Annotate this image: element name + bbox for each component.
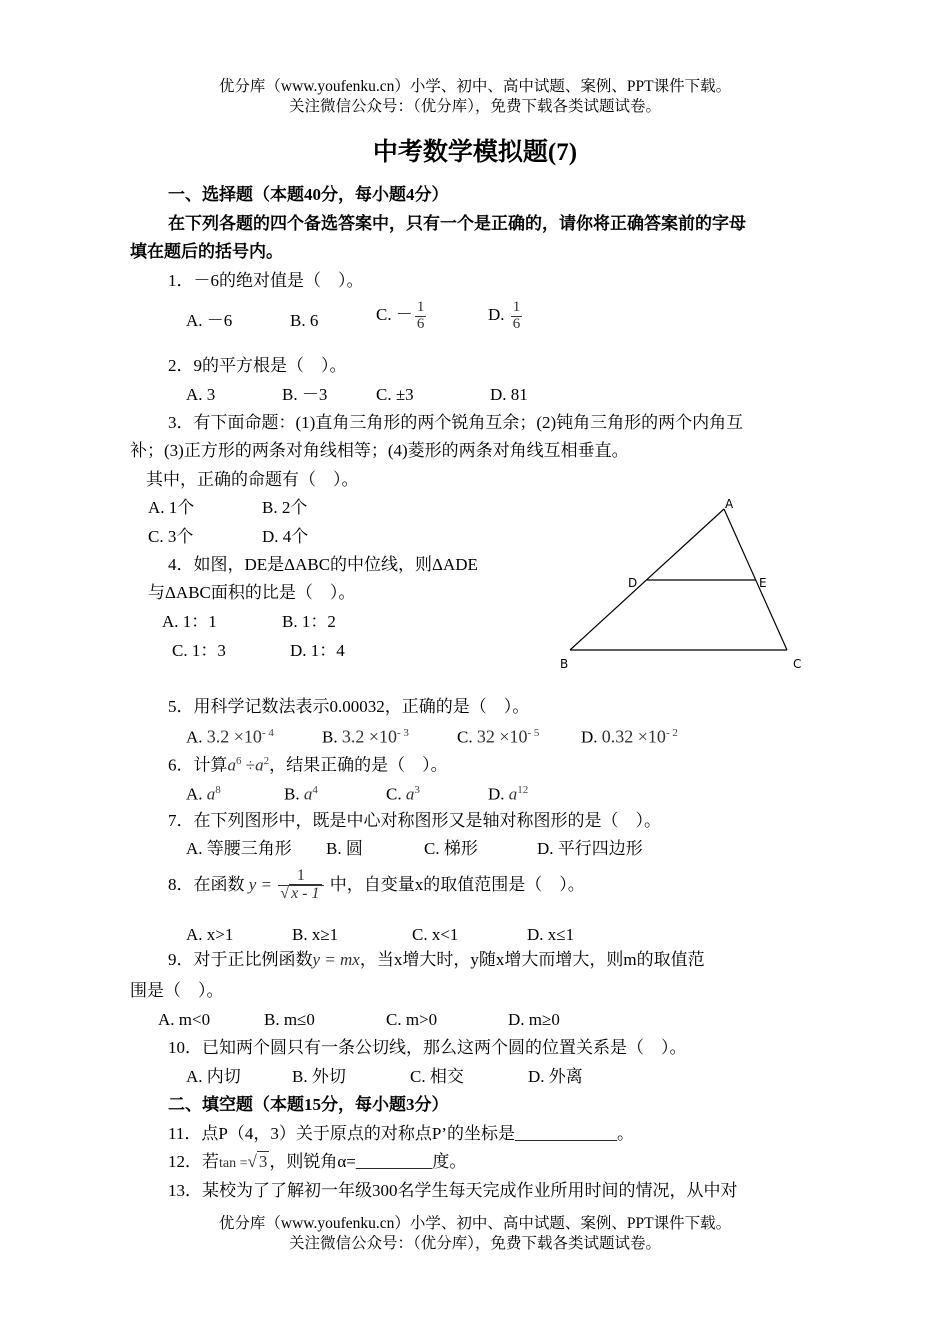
q9-line-2: 围是（ ）。	[130, 981, 224, 1000]
q6-c-label: C.	[386, 784, 402, 804]
header-line-1: 优分库（www.youfenku.cn）小学、初中、高中试题、案例、PPT课件下载。	[218, 78, 732, 95]
instruction-line-1: 在下列各题的四个备选答案中，只有一个是正确的，请你将正确答案前的字母	[168, 214, 746, 233]
q9-line-1-pre: 9．对于正比例函数	[168, 950, 313, 969]
q13-line-1: 13．某校为了了解初一年级300名学生每天完成作业所用时间的情况，从中对	[168, 1181, 738, 1200]
q5-option-a	[186, 727, 274, 747]
footer-line-1: 优分库（www.youfenku.cn）小学、初中、高中试题、案例、PPT课件下载。	[218, 1215, 732, 1232]
q1-d-num: 1	[512, 299, 521, 315]
q2-option-c: C. ±3	[376, 385, 414, 404]
q8-den: x - 1	[291, 884, 320, 902]
q12-pre: 12．若	[168, 1152, 219, 1171]
q8-option-d: D. x≤1	[527, 925, 575, 944]
q6-stem-pre: 6．计算	[168, 755, 228, 775]
q6-c-var: a	[405, 784, 415, 804]
q8-stem	[168, 868, 585, 903]
q2-option-b: B. －3	[282, 385, 328, 404]
q7-option-d: D. 平行四边形	[537, 839, 643, 858]
q5-option-c	[457, 727, 539, 747]
q9-expr: y = mx	[312, 950, 360, 969]
q5-b-exp: - 3	[397, 727, 409, 739]
page-title: 中考数学模拟题(7)	[372, 139, 578, 166]
q6-d-var: a	[508, 784, 518, 804]
section2-heading: 二、填空题（本题15分，每小题3分）	[168, 1095, 449, 1114]
q6-option-b	[284, 784, 318, 804]
q1-option-c-prefix: C. －	[376, 305, 413, 325]
q12-stem	[168, 1153, 466, 1172]
q5-c-label: C.	[457, 727, 473, 747]
q6-d-label: D.	[488, 784, 505, 804]
q3-option-c: C. 3个	[148, 527, 194, 546]
q4-line-1: 4．如图，DE是ΔABC的中位线，则ΔADE	[168, 555, 478, 574]
footer-line-2: 关注微信公众号：（优分库），免费下载各类试题试卷。	[288, 1235, 661, 1252]
q4-option-c: C. 1：3	[172, 641, 226, 660]
q3-option-d: D. 4个	[262, 527, 309, 546]
q1-d-den: 6	[512, 315, 521, 332]
q6-b-var: a	[303, 784, 313, 804]
q11-stem: 11．点P（4，3）关于原点的对称点P’的坐标是____________。	[168, 1124, 634, 1143]
q5-a-label: A.	[186, 727, 203, 747]
q5-option-b	[322, 727, 409, 747]
q5-a-exp: - 4	[261, 727, 274, 739]
label-c: C	[793, 657, 802, 671]
q6-option-a	[186, 784, 221, 804]
q7-option-c: C. 梯形	[424, 839, 478, 858]
q6-stem	[168, 755, 448, 775]
q6-expr-a: a	[227, 755, 236, 775]
q1-option-a: A. －6	[186, 311, 233, 330]
q2-stem: 2．9的平方根是（ ）。	[168, 356, 347, 375]
q3-option-a: A. 1个	[148, 498, 195, 517]
header-line-2: 关注微信公众号：（优分库），免费下载各类试题试卷。	[288, 98, 661, 115]
q5-d-label: D.	[581, 727, 598, 747]
triangle-figure	[550, 492, 820, 677]
q7-option-a: A. 等腰三角形	[186, 839, 292, 858]
label-a: A	[725, 497, 734, 511]
q8-den-wrap: √ x - 1	[280, 884, 320, 902]
q1-option-d	[488, 300, 524, 333]
q6-a-var: a	[206, 784, 216, 804]
q4-option-a: A. 1：1	[162, 612, 217, 631]
q1-option-d-prefix: D.	[488, 305, 505, 325]
q3-line-3: 其中，正确的命题有（ ）。	[146, 470, 359, 489]
q8-option-b: B. x≥1	[292, 925, 339, 944]
label-b: B	[560, 657, 569, 671]
q1-option-c	[376, 300, 428, 333]
q9-option-c: C. m>0	[386, 1010, 438, 1029]
q7-stem: 7．在下列图形中，既是中心对称图形又是轴对称图形的是（ ）。	[168, 811, 661, 830]
q4-option-b: B. 1：2	[282, 612, 336, 631]
q5-stem: 5．用科学记数法表示0.00032，正确的是（ ）。	[168, 697, 530, 716]
q6-a-label: A.	[186, 784, 203, 804]
instruction-line-2: 填在题后的括号内。	[130, 242, 283, 261]
q9-option-d: D. m≥0	[508, 1010, 560, 1029]
q3-option-b: B. 2个	[262, 498, 308, 517]
q10-option-a: A. 内切	[186, 1067, 241, 1086]
q12-root-sign: √	[247, 1152, 257, 1171]
q8-y-eq: y =	[248, 874, 273, 894]
q6-b-label: B.	[284, 784, 300, 804]
q8-stem-pre: 8．在函数	[168, 874, 245, 894]
q1-c-fraction	[415, 300, 427, 333]
q1-c-num: 1	[416, 299, 425, 315]
section1-heading: 一、选择题（本题40分，每小题4分）	[168, 185, 449, 204]
q5-c-value: 32 ×10	[476, 726, 528, 747]
q6-expr-b: a	[255, 755, 264, 775]
q9-option-b: B. m≤0	[264, 1010, 315, 1029]
q6-expr-exp1: 6	[236, 755, 242, 767]
q6-d-exp: 12	[517, 784, 529, 796]
q5-a-value: 3.2 ×10	[206, 726, 262, 747]
q8-option-c: C. x<1	[412, 925, 459, 944]
label-d: D	[628, 576, 638, 590]
q6-option-d	[488, 784, 528, 804]
q5-c-exp: - 5	[527, 727, 540, 739]
q8-option-a: A. x>1	[186, 925, 234, 944]
q3-line-1: 3．有下面命题：(1)直角三角形的两个锐角互余；(2)钝角三角形的两个内角互	[168, 413, 744, 432]
q10-stem: 10．已知两个圆只有一条公切线，那么这两个圆的位置关系是（ ）。	[168, 1038, 687, 1057]
q8-stem-post: 中，自变量x的取值范围是（ ）。	[329, 874, 585, 894]
q1-option-b: B. 6	[290, 311, 319, 330]
q2-option-a: A. 3	[186, 385, 216, 404]
q8-fraction	[278, 868, 323, 903]
q10-option-d: D. 外离	[528, 1067, 583, 1086]
q9-option-a: A. m<0	[158, 1010, 211, 1029]
q5-b-value: 3.2 ×10	[341, 726, 397, 747]
q3-line-2: 补；(3)正方形的两条对角线相等；(4)菱形的两条对角线互相垂直。	[130, 441, 629, 460]
q1-d-fraction	[511, 300, 523, 333]
q2-option-d: D. 81	[490, 385, 528, 404]
q6-expr-exp2: 2	[263, 755, 270, 767]
q12-root: 3	[258, 1152, 268, 1171]
q4-option-d: D. 1：4	[290, 641, 345, 660]
q6-c-exp: 3	[414, 784, 420, 796]
q5-b-label: B.	[322, 727, 338, 747]
q1-c-den: 6	[416, 315, 425, 332]
q5-d-value: 0.32 ×10	[601, 726, 666, 747]
q4-line-2: 与ΔABC面积的比是（ ）。	[148, 583, 356, 602]
q5-d-exp: - 2	[665, 727, 678, 739]
q12-tan: tan =	[219, 1156, 248, 1171]
q9-line-1-post: ，当x增大时，y随x增大而增大，则m的取值范	[359, 950, 705, 969]
q6-b-exp: 4	[312, 784, 318, 796]
q12-post: ，则锐角α=_________度。	[269, 1152, 467, 1171]
q7-option-b: B. 圆	[326, 839, 363, 858]
q5-option-d	[581, 727, 678, 747]
q8-num: 1	[278, 868, 323, 886]
q1-stem: 1．－6的绝对值是（ ）。	[168, 271, 364, 290]
q10-option-b: B. 外切	[292, 1067, 346, 1086]
q6-stem-post: ，结果正确的是（ ）。	[269, 755, 448, 775]
q6-option-c	[386, 784, 420, 804]
q9-line-1	[168, 951, 705, 970]
q6-expr-div: ÷	[241, 755, 256, 775]
q10-option-c: C. 相交	[410, 1067, 464, 1086]
q6-a-exp: 8	[215, 784, 221, 796]
label-e: E	[759, 576, 767, 590]
